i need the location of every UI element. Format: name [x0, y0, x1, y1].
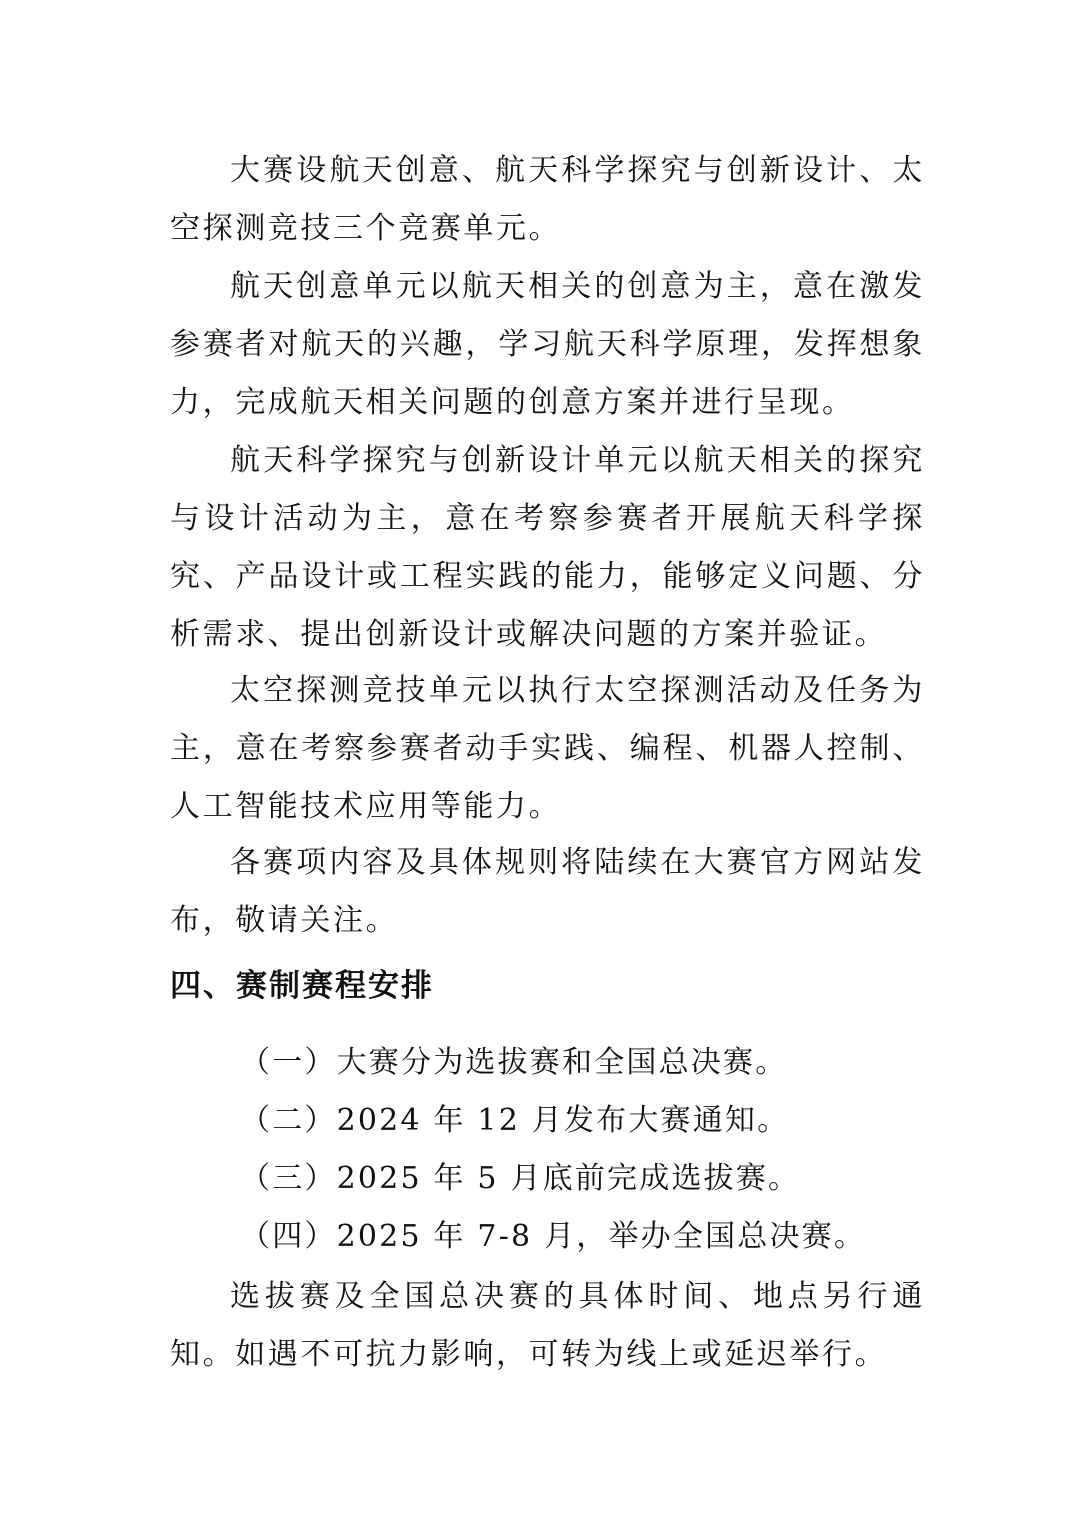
paragraph-closing-notice: 选拔赛及全国总决赛的具体时间、地点另行通知。如遇不可抗力影响，可转为线上或延迟举行。 [170, 1279, 925, 1372]
schedule-item-1: （一）大赛分为选拔赛和全国总决赛。 [240, 1045, 788, 1080]
paragraph-space-exploration: 太空探测竞技单元以执行太空探测活动及任务为主，意在考察参赛者动手实践、编程、机器人控制、人工智能技术应用等能力。 [170, 673, 925, 824]
schedule-item-4: （四）2025 年 7-8 月，举办全国总决赛。 [240, 1219, 867, 1254]
paragraph-rules-announcement: 各赛项内容及具体规则将陆续在大赛官方网站发布，敬请关注。 [170, 845, 925, 938]
paragraph-aerospace-creativity: 航天创意单元以航天相关的创意为主，意在激发参赛者对航天的兴趣，学习航天科学原理，发挥想象力，完成航天相关问题的创意方案并进行呈现。 [170, 269, 925, 420]
schedule-item-2: （二）2024 年 12 月发布大赛通知。 [240, 1103, 790, 1138]
section-heading-schedule: 四、赛制赛程安排 [170, 968, 434, 1004]
schedule-item-3: （三）2025 年 5 月底前完成选拔赛。 [240, 1161, 801, 1196]
paragraph-science-inquiry-design: 航天科学探究与创新设计单元以航天相关的探究与设计活动为主，意在考察参赛者开展航天科学探究、产品设计或工程实践的能力，能够定义问题、分析需求、提出创新设计或解决问题的方案并验证。 [170, 443, 925, 652]
paragraph-competition-units: 大赛设航天创意、航天科学探究与创新设计、太空探测竞技三个竞赛单元。 [170, 153, 925, 246]
